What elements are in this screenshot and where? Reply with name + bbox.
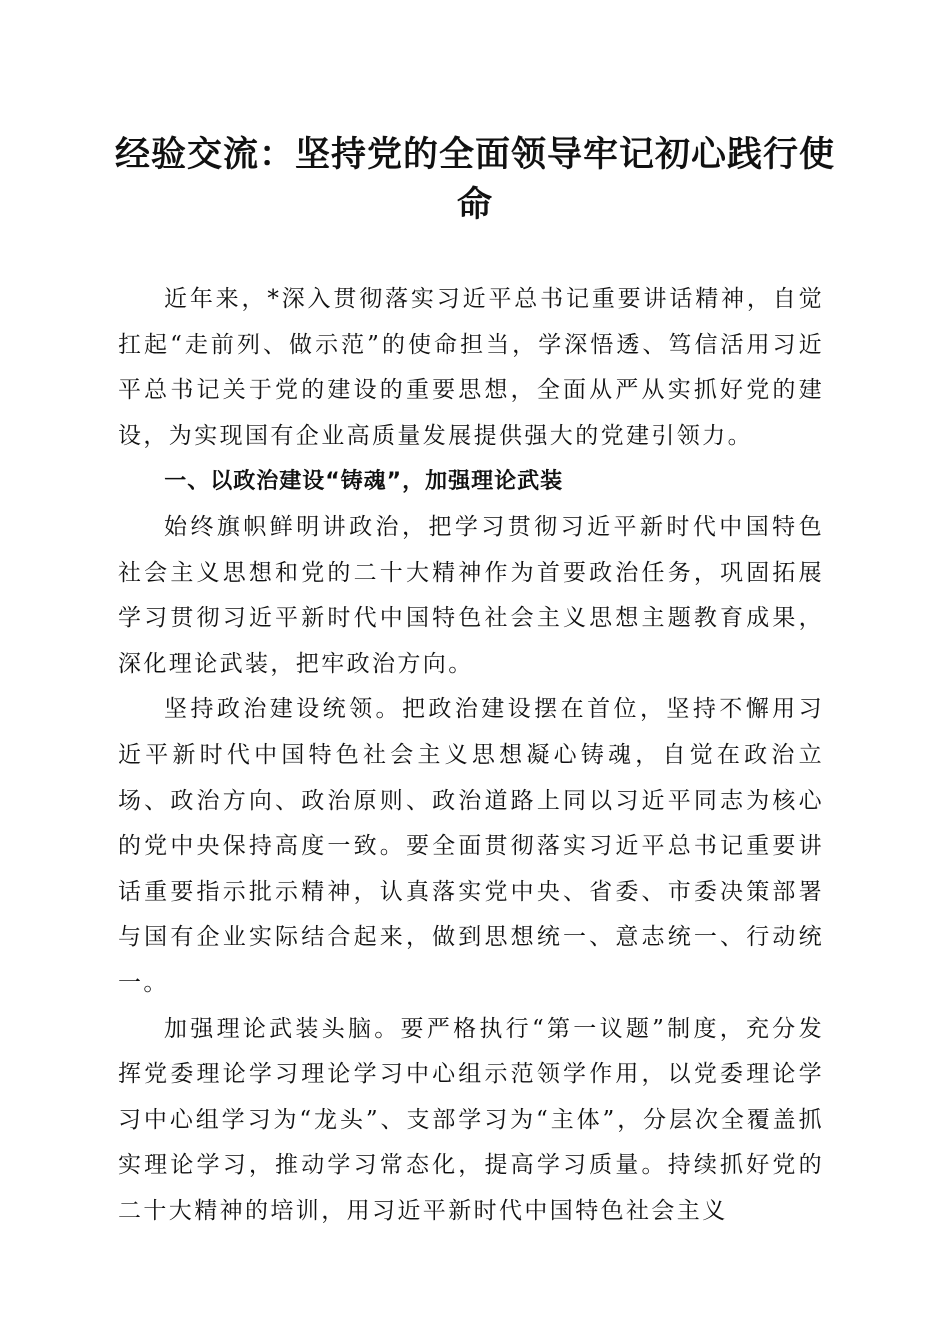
body-paragraph-2: 坚持政治建设统领。把政治建设摆在首位，坚持不懈用习近平新时代中国特色社会主义思想凝心铸魂，自觉在政治立场、政治方向、政治原则、政治道路上同以习近平同志为核心的党中央保持高度一致。要全面贯彻落实习近平总书记重要讲话重要指示批示精神，认真落实党中央、省委、市委决策部署与国有企业实际结合起来，做到思想统一、意志统一、行动统一。 <box>118 696 824 996</box>
document-title: 经验交流：坚持党的全面领导牢记初心践行使命 <box>114 135 835 225</box>
body-paragraph-3: 加强理论武装头脑。要严格执行“第一议题”制度，充分发挥党委理论学习理论学习中心组示范领学作用，以党委理论学习中心组学习为“龙头”、支部学习为“主体”，分层次全覆盖抓实理论学习，推动学习常态化，提高学习质量。持续抓好党的二十大精神的培训，用习近平新时代中国特色社会主义 <box>118 1015 824 1224</box>
document-body <box>118 277 824 1234</box>
section-heading-1: 一、以政治建设“铸魂”，加强理论武装 <box>164 469 564 495</box>
intro-paragraph: 近年来，*深入贯彻落实习近平总书记重要讲话精神，自觉扛起“走前列、做示范”的使命担当，学深悟透、笃信活用习近平总书记关于党的建设的重要思想，全面从严从实抓好党的建设，为实现国有企业高质量发展提供强大的党建引领力。 <box>118 286 824 449</box>
body-paragraph-1: 始终旗帜鲜明讲政治，把学习贯彻习近平新时代中国特色社会主义思想和党的二十大精神作为首要政治任务，巩固拓展学习贯彻习近平新时代中国特色社会主义思想主题教育成果，深化理论武装，把牢政治方向。 <box>118 513 824 677</box>
